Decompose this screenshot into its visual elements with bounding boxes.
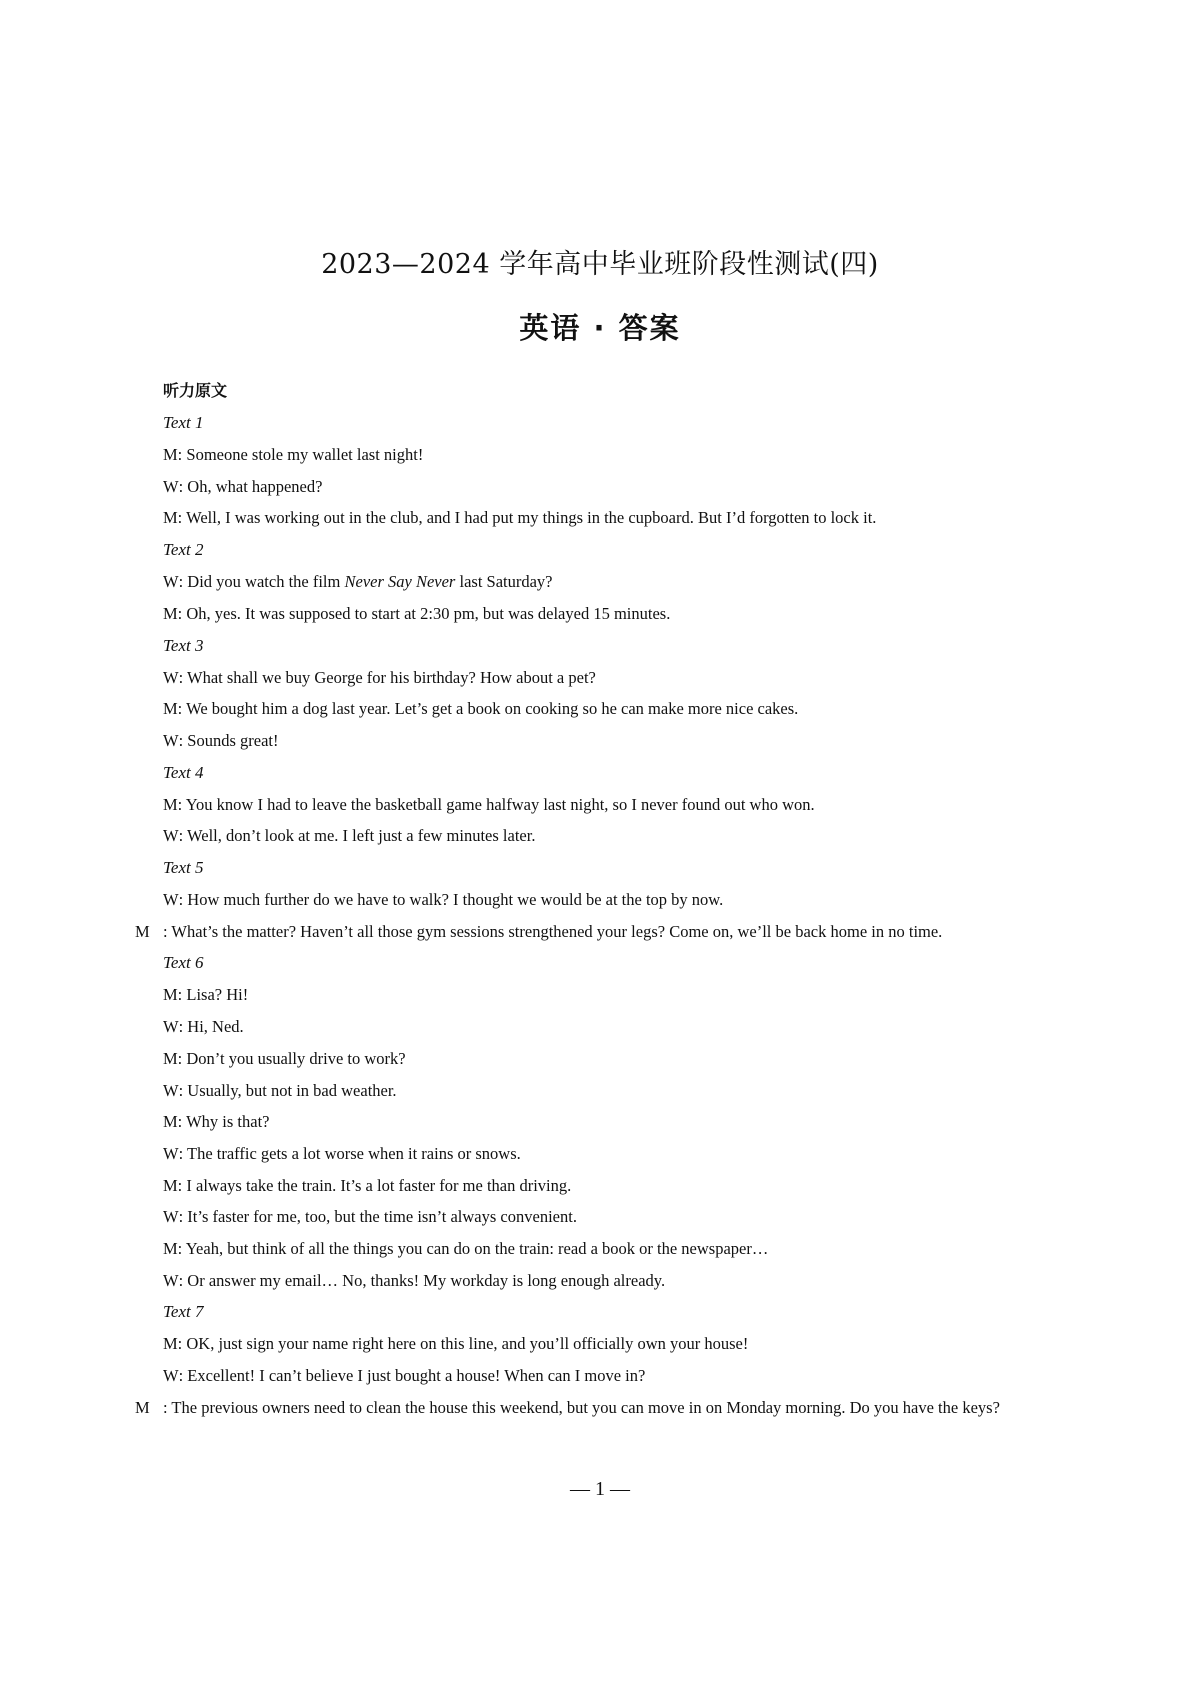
speaker: W xyxy=(163,730,179,750)
speaker: W xyxy=(163,1366,179,1386)
separator: : xyxy=(178,1017,188,1037)
dialogue-line xyxy=(163,1075,1043,1107)
dialogue-line xyxy=(163,1360,1043,1392)
speaker: M xyxy=(163,699,178,719)
dialogue-line xyxy=(163,884,1043,916)
dialogue-line xyxy=(163,820,1043,852)
page-number: — 1 — xyxy=(570,1478,630,1500)
line-text: I always take the train. It’s a lot faster for me than driving. xyxy=(186,1175,572,1195)
separator: : xyxy=(178,1207,188,1227)
dialogue-line: M : The previous owners need to clean the house this weekend, but you can move in on Monday morning. Do you have the keys? xyxy=(135,1397,1000,1417)
text-2-label: Text 2 xyxy=(163,540,204,560)
speaker: M xyxy=(163,985,178,1005)
dialogue-line xyxy=(163,1201,1043,1233)
line-text: What shall we buy George for his birthday? How about a pet? xyxy=(187,667,596,687)
separator: : xyxy=(177,1175,187,1195)
separator: : xyxy=(177,699,187,719)
separator: : xyxy=(178,890,188,910)
line-text: What’s the matter? Haven’t all those gym sessions strengthened your legs? Come on, we’ll be back home in no time. xyxy=(171,921,943,941)
separator: : xyxy=(178,1143,187,1163)
line-text: Oh, what happened? xyxy=(187,476,323,496)
line-text: OK, just sign your name right here on this line, and you’ll officially own your house! xyxy=(186,1334,749,1354)
dialogue-line xyxy=(163,1138,1043,1170)
speaker: W xyxy=(163,1270,179,1290)
text-3-label: Text 3 xyxy=(163,635,204,655)
dialogue-line xyxy=(163,1233,1043,1265)
speaker: M xyxy=(163,1334,178,1354)
speaker: W xyxy=(163,476,179,496)
separator: : xyxy=(178,1366,188,1386)
separator: : xyxy=(177,1112,187,1132)
separator: : xyxy=(178,730,188,750)
speaker: M xyxy=(163,508,178,528)
separator: : xyxy=(178,476,188,496)
dialogue-line xyxy=(163,693,1043,725)
line-text: Well, don’t look at me. I left just a few minutes later. xyxy=(187,826,536,846)
line-text: Yeah, but think of all the things you can do on the train: read a book or the newspaper… xyxy=(185,1239,769,1259)
dialogue-line: M : What’s the matter? Haven’t all those gym sessions strengthened your legs? Come on, we’ll be back home in no time. xyxy=(135,921,943,941)
speaker: W xyxy=(163,1143,179,1163)
dialogue-line xyxy=(163,1043,1043,1075)
dialogue-line xyxy=(163,566,1043,598)
line-text: Hi, Ned. xyxy=(187,1017,244,1037)
page-subtitle: 英语 · 答案 xyxy=(519,311,681,345)
line-text: Sounds great! xyxy=(187,730,279,750)
page-title: 2023—2024 学年高中毕业班阶段性测试(四) xyxy=(321,249,879,280)
dialogue-line xyxy=(163,789,1043,821)
line-text: The traffic gets a lot worse when it rains or snows. xyxy=(187,1143,521,1163)
separator: : xyxy=(163,921,172,941)
text-6-label: Text 6 xyxy=(163,953,204,973)
separator: : xyxy=(163,1397,172,1417)
line-text: Lisa? Hi! xyxy=(186,985,249,1005)
dialogue-line xyxy=(163,1011,1043,1043)
line-text: Well, I was working out in the club, and I had put my things in the cupboard. But I’d forgotten to lock it. xyxy=(186,508,877,528)
line-text: Excellent! I can’t believe I just bought a house! When can I move in? xyxy=(187,1366,646,1386)
speaker: W xyxy=(163,572,179,592)
line-text: Did you watch the film xyxy=(187,572,345,592)
speaker: W xyxy=(163,1080,179,1100)
speaker: M xyxy=(163,1175,178,1195)
transcript-content xyxy=(135,375,1043,1424)
line-text: Someone stole my wallet last night! xyxy=(186,445,424,464)
separator: : xyxy=(177,1239,186,1259)
text-7-label: Text 7 xyxy=(163,1302,204,1322)
separator: : xyxy=(177,508,187,528)
line-text: It’s faster for me, too, but the time isn’t always convenient. xyxy=(187,1207,577,1227)
dialogue-line xyxy=(163,439,1043,471)
text-1-label: Text 1 xyxy=(163,413,204,432)
speaker: W xyxy=(163,890,179,910)
separator: : xyxy=(178,667,187,687)
section-label: 听力原文 xyxy=(163,381,228,400)
line-text: Or answer my email… No, thanks! My workday is long enough already. xyxy=(187,1270,666,1290)
separator: : xyxy=(177,794,186,814)
separator: : xyxy=(178,1080,188,1100)
speaker: M xyxy=(163,1048,178,1068)
dialogue-line xyxy=(163,1328,1043,1360)
line-text: Oh, yes. It was supposed to start at 2:30 pm, but was delayed 15 minutes. xyxy=(186,603,671,623)
separator: : xyxy=(177,1048,187,1068)
text-4-label: Text 4 xyxy=(163,762,204,782)
line-text: The previous owners need to clean the house this weekend, but you can move in on Monday morning. Do you have the keys? xyxy=(171,1397,1000,1417)
separator: : xyxy=(177,603,187,623)
separator: : xyxy=(177,445,187,464)
line-text: Why is that? xyxy=(186,1112,270,1132)
line-text: We bought him a dog last year. Let’s get a book on cooking so he can make more nice cakes. xyxy=(186,699,799,719)
speaker: M xyxy=(163,1112,178,1132)
text-5-label: Text 5 xyxy=(163,858,204,878)
dialogue-line xyxy=(163,598,1043,630)
line-text: last Saturday? xyxy=(455,572,553,592)
line-text: Don’t you usually drive to work? xyxy=(186,1048,406,1068)
separator: : xyxy=(178,572,188,592)
speaker: W xyxy=(163,826,179,846)
film-title: Never Say Never xyxy=(344,572,456,592)
separator: : xyxy=(177,985,187,1005)
line-text: You know I had to leave the basketball game halfway last night, so I never found out who won. xyxy=(185,794,815,814)
speaker: M xyxy=(163,445,178,464)
dialogue-line xyxy=(163,725,1043,757)
dialogue-line xyxy=(163,979,1043,1011)
speaker: M xyxy=(163,1239,178,1259)
speaker: W xyxy=(163,1207,179,1227)
speaker: M xyxy=(163,794,178,814)
speaker: W xyxy=(163,1017,179,1037)
dialogue-line xyxy=(163,471,1043,503)
dialogue-line xyxy=(163,502,1043,534)
separator: : xyxy=(178,826,187,846)
dialogue-line xyxy=(163,1106,1043,1138)
separator: : xyxy=(178,1270,188,1290)
speaker: M xyxy=(163,603,178,623)
speaker: W xyxy=(163,667,179,687)
dialogue-line xyxy=(163,1265,1043,1297)
dialogue-line xyxy=(163,662,1043,694)
dialogue-line xyxy=(163,1170,1043,1202)
line-text: Usually, but not in bad weather. xyxy=(187,1080,397,1100)
line-text: How much further do we have to walk? I thought we would be at the top by now. xyxy=(187,890,724,910)
separator: : xyxy=(177,1334,187,1354)
